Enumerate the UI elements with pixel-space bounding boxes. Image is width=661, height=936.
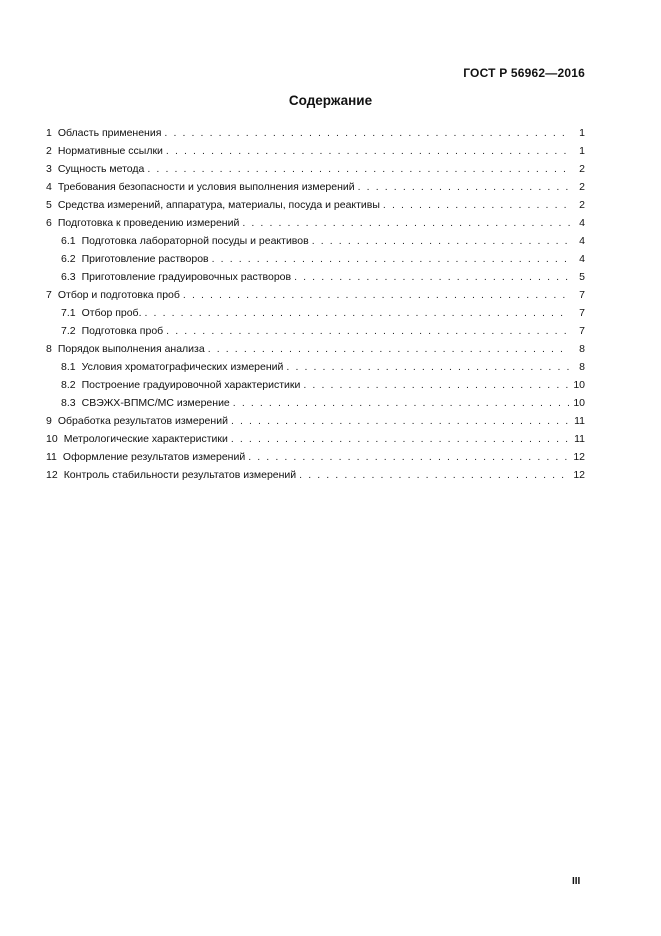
toc-page-number: 10 bbox=[573, 397, 585, 409]
toc-page-number: 2 bbox=[579, 199, 585, 211]
toc-page-number: 2 bbox=[579, 181, 585, 193]
toc-entry[interactable] bbox=[46, 448, 585, 466]
toc-title: Построение градуировочной характеристики bbox=[81, 379, 301, 391]
toc-page-number: 7 bbox=[579, 289, 585, 301]
toc-title: Нормативные ссылки bbox=[57, 145, 163, 157]
toc-page-number: 2 bbox=[579, 163, 585, 175]
standard-designation: ГОСТ Р 56962—2016 bbox=[463, 66, 585, 80]
toc-leader bbox=[145, 304, 571, 322]
toc-leader bbox=[231, 412, 570, 430]
toc-page-number: 4 bbox=[579, 217, 585, 229]
toc-title: Подготовка лабораторной посуды и реактивов bbox=[81, 235, 309, 247]
table-of-contents bbox=[46, 124, 585, 484]
toc-title: Оформление результатов измерений bbox=[62, 451, 246, 463]
toc-entry[interactable] bbox=[46, 286, 585, 304]
toc-page-number: 12 bbox=[573, 451, 585, 463]
toc-leader bbox=[303, 376, 570, 394]
toc-title: Отбор проб. bbox=[81, 307, 142, 319]
toc-leader bbox=[286, 358, 570, 376]
toc-title: Подготовка к проведению измерений bbox=[57, 217, 240, 229]
toc-leader bbox=[147, 160, 570, 178]
toc-number: 8 bbox=[46, 343, 52, 355]
toc-page-number: 4 bbox=[579, 253, 585, 265]
toc-title: Приготовление градуировочных растворов bbox=[81, 271, 292, 283]
toc-number: 1 bbox=[46, 127, 52, 139]
toc-number: 8.3 bbox=[61, 397, 76, 409]
toc-number: 5 bbox=[46, 199, 52, 211]
toc-page-number: 1 bbox=[579, 127, 585, 139]
toc-leader bbox=[231, 430, 570, 448]
toc-number: 8.2 bbox=[61, 379, 76, 391]
toc-number: 2 bbox=[46, 145, 52, 157]
toc-leader bbox=[183, 286, 570, 304]
toc-entry[interactable] bbox=[46, 412, 585, 430]
toc-title: Контроль стабильности результатов измерений bbox=[63, 469, 297, 481]
toc-leader bbox=[166, 322, 570, 340]
toc-number: 7.2 bbox=[61, 325, 76, 337]
toc-entry[interactable] bbox=[46, 142, 585, 160]
toc-title: Условия хроматографических измерений bbox=[81, 361, 284, 373]
toc-leader bbox=[208, 340, 570, 358]
toc-number: 3 bbox=[46, 163, 52, 175]
toc-title: Метрологические характеристики bbox=[63, 433, 228, 445]
toc-title: Область применения bbox=[57, 127, 162, 139]
toc-entry[interactable] bbox=[46, 124, 585, 142]
toc-title: Порядок выполнения анализа bbox=[57, 343, 205, 355]
toc-title: Отбор и подготовка проб bbox=[57, 289, 180, 301]
toc-leader bbox=[233, 394, 570, 412]
toc-number: 7 bbox=[46, 289, 52, 301]
toc-leader bbox=[248, 448, 570, 466]
toc-title: СВЭЖХ-ВПМС/МС измерение bbox=[81, 397, 230, 409]
toc-subentry[interactable] bbox=[46, 304, 585, 322]
toc-number: 4 bbox=[46, 181, 52, 193]
toc-number: 9 bbox=[46, 415, 52, 427]
toc-leader bbox=[383, 196, 570, 214]
toc-leader bbox=[312, 232, 570, 250]
toc-number: 7.1 bbox=[61, 307, 76, 319]
toc-page-number: 7 bbox=[579, 325, 585, 337]
toc-leader bbox=[294, 268, 570, 286]
toc-entry[interactable] bbox=[46, 160, 585, 178]
toc-leader bbox=[299, 466, 570, 484]
toc-page-number: 11 bbox=[574, 433, 585, 445]
toc-title: Обработка результатов измерений bbox=[57, 415, 228, 427]
toc-number: 6.3 bbox=[61, 271, 76, 283]
toc-leader bbox=[164, 124, 570, 142]
toc-title: Требования безопасности и условия выполнения измерений bbox=[57, 181, 355, 193]
toc-entry[interactable] bbox=[46, 466, 585, 484]
toc-leader bbox=[242, 214, 570, 232]
toc-page-number: 12 bbox=[573, 469, 585, 481]
toc-number: 10 bbox=[46, 433, 58, 445]
toc-entry[interactable] bbox=[46, 214, 585, 232]
toc-entry[interactable] bbox=[46, 430, 585, 448]
toc-page-number: 7 bbox=[579, 307, 585, 319]
toc-subentry[interactable] bbox=[46, 358, 585, 376]
toc-page-number: 10 bbox=[573, 379, 585, 391]
toc-entry[interactable] bbox=[46, 178, 585, 196]
toc-subentry[interactable] bbox=[46, 322, 585, 340]
toc-page-number: 1 bbox=[579, 145, 585, 157]
toc-number: 6.2 bbox=[61, 253, 76, 265]
toc-page-number: 8 bbox=[579, 343, 585, 355]
toc-number: 8.1 bbox=[61, 361, 76, 373]
toc-number: 12 bbox=[46, 469, 58, 481]
toc-title: Сущность метода bbox=[57, 163, 145, 175]
toc-page-number: 4 bbox=[579, 235, 585, 247]
toc-subentry[interactable] bbox=[46, 250, 585, 268]
toc-entry[interactable] bbox=[46, 196, 585, 214]
toc-subentry[interactable] bbox=[46, 268, 585, 286]
toc-number: 11 bbox=[46, 451, 57, 463]
toc-leader bbox=[166, 142, 570, 160]
toc-entry[interactable] bbox=[46, 340, 585, 358]
page-number: III bbox=[572, 876, 581, 887]
toc-title: Средства измерений, аппаратура, материалы, посуда и реактивы bbox=[57, 199, 380, 211]
toc-title: Подготовка проб bbox=[81, 325, 164, 337]
toc-leader bbox=[212, 250, 570, 268]
toc-subentry[interactable] bbox=[46, 394, 585, 412]
toc-page-number: 11 bbox=[574, 415, 585, 427]
toc-subentry[interactable] bbox=[46, 232, 585, 250]
toc-leader bbox=[358, 178, 570, 196]
toc-number: 6 bbox=[46, 217, 52, 229]
toc-page-number: 5 bbox=[579, 271, 585, 283]
toc-subentry[interactable] bbox=[46, 376, 585, 394]
toc-title: Приготовление растворов bbox=[81, 253, 209, 265]
toc-number: 6.1 bbox=[61, 235, 76, 247]
page-title: Содержание bbox=[288, 93, 373, 108]
toc-page-number: 8 bbox=[579, 361, 585, 373]
